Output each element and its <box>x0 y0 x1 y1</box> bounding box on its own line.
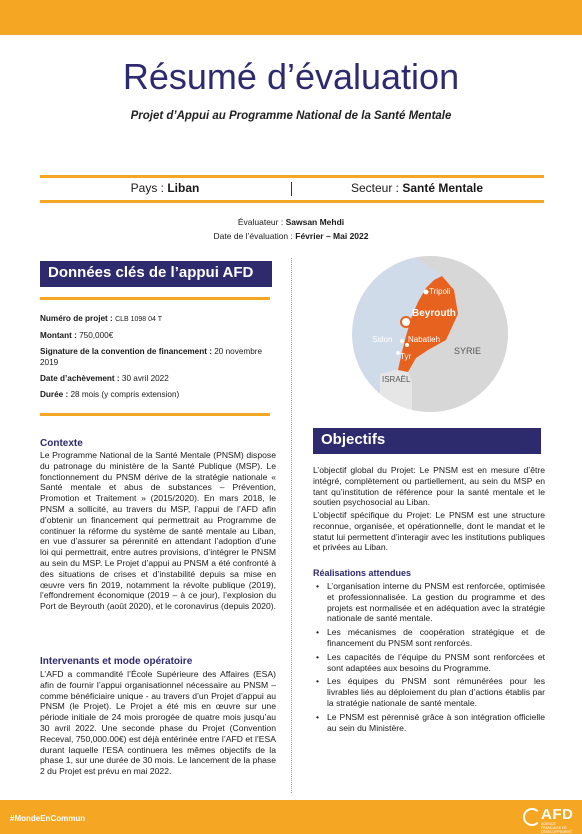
tripoli-marker <box>424 290 429 295</box>
objective-specific: L’objectif spécifique du Projet: Le PNSM est une structure reconnue, organisée, et opérationnelle, dont le mandat et le statut lui permettent d’interagir avec les institutions publiques et privées au Liban. <box>313 510 545 553</box>
page-title: Résumé d’évaluation <box>122 56 460 97</box>
evaluator-label: Évaluateur : <box>237 217 286 227</box>
footer-banner <box>0 800 582 834</box>
key-data-heading: Données clés de l’appui AFD <box>40 261 272 287</box>
key-data-divider-bottom <box>40 413 270 416</box>
afd-logo <box>523 806 574 834</box>
evaluation-date-label: Date de l’évaluation : <box>213 231 296 241</box>
context-text: Le Programme National de la Santé Mentale (PNSM) dispose du patronage du ministère de la Santé Publique (MSP). Le fonctionnement du PNSM dérive de la stratégie nationale « Santé mentale et abus de substances – Prévention, Promotion et Traitement » (2015/2020). En mars 2018, le PNSM a sollicité, au travers du MSP, l’appui de l’AFD afin d’obtenir un financement qui permettrait au Programme de continuer la réforme du système de santé mentale au Liban, en vue d’assurer sa pérennité en attendant l’adoption d’une loi qui permettrait, entre autres provisions, d’intégrer le PNSM au sein du MSP. Le Projet d’appui au PNSM a été confronté à des situations de crises et d’instabilité depuis sa mise en œuvre vers fin 2019, notamment la révolte publique (2019), l’effondrement économique (2019 – à ce jour), l’explosion du Port de Beyrouth (août 2020), et le coronavirus (depuis 2020). <box>40 450 276 612</box>
evaluator-line <box>0 217 582 227</box>
list-item: • Les mécanismes de coopération stratégique et de financement du PNSM sont renforcés. <box>313 627 545 649</box>
country-value: Liban <box>167 181 200 195</box>
afd-logo-name: AFD <box>541 806 574 823</box>
key-data-divider-top <box>40 297 270 300</box>
map-label-nabatieh: Nabatieh <box>408 335 441 344</box>
list-item: • Les capacités de l’équipe du PNSM sont renforcées et sont adaptées aux besoins du Programme. <box>313 652 545 674</box>
map-label-syrie: SYRIE <box>454 346 482 356</box>
results-list <box>313 581 545 736</box>
footer-hashtag: #MondeEnCommun <box>10 814 86 823</box>
divider-bottom <box>40 200 544 203</box>
sector-label: Secteur : <box>350 181 403 195</box>
objective-global: L’objectif global du Projet: Le PNSM est en mesure d’être intégré, complètement ou partiellement, au sein du MSP en tant qu’institution de référence pour la santé mentale et le soutien psychosocial au Liban. <box>313 465 545 508</box>
evaluation-date-value: Février – Mai 2022 <box>295 231 369 241</box>
map-label-beyrouth: Beyrouth <box>412 308 456 319</box>
sidon-marker <box>400 339 404 343</box>
map-label-israel: ISRAËL <box>382 375 411 384</box>
key-data-block <box>40 313 278 405</box>
stakeholders-text: L’AFD a commandité l’École Supérieure des Affaires (ESA) afin de fournir l’appui organisationnel nécessaire au PNSM – comme bénéficiaire unique - au travers d’un Projet d’appui au PNSM (le Projet). Le Projet a été mis en œuvre sur une période initiale de 24 mois prorogée de quatre mois jusqu’au 30 avril 2022. Une seconde phase du Projet (Convention Receval, 750,000.00€) est déjà entérinée entre l’AFD et l’ESA durant laquelle l’ESA continuera les mêmes objectifs de la phase 1, sur une durée de 30 mois. Le lancement de la phase 2 du Projet est prévu en mai 2022. <box>40 669 277 777</box>
divider-top <box>40 175 544 178</box>
list-item: • L’organisation interne du PNSM est renforcée, optimisée et professionnalisée. La gestion du programme et des projets est normalisée et en adéquation avec la stratégie nationale de santé mentale. <box>313 581 545 624</box>
beirut-marker <box>401 317 411 327</box>
lebanon-map <box>350 254 510 414</box>
country-field <box>40 181 290 195</box>
results-heading: Réalisations attendues <box>313 568 412 578</box>
map-label-sidon: Sidon <box>372 335 393 344</box>
evaluation-date-line <box>0 231 582 241</box>
country-label: Pays : <box>130 181 168 195</box>
project-number: Numéro de projet : CLB 1098 04 T <box>40 314 163 323</box>
sector-value: Santé Mentale <box>402 181 484 195</box>
amount: Montant : 750,000€ <box>40 331 114 340</box>
map-label-tripoli: Tripoli <box>429 287 451 296</box>
column-separator <box>291 258 293 793</box>
evaluator-value: Sawsan Mehdi <box>285 217 345 227</box>
signature-date: Signature de la convention de financement : 20 novembre 2019 <box>40 347 263 367</box>
map-label-tyr: Tyr <box>400 352 412 361</box>
stakeholders-heading: Intervenants et mode opératoire <box>40 656 193 667</box>
page-subtitle: Projet d’Appui au Programme National de la Santé Mentale <box>130 110 452 122</box>
list-item: • Les équipes du PNSM sont rémunérées pour les livrables liés au déploiement du plan d’actions établis par la stratégie nationale de santé mentale. <box>313 676 545 708</box>
top-banner <box>0 0 582 35</box>
context-heading: Contexte <box>40 438 83 449</box>
afd-logo-tagline: AGENCE FRANÇAISE DE DÉVELOPPEMENT <box>541 822 573 834</box>
sector-field <box>292 181 542 195</box>
completion-date: Date d’achèvement : 30 avril 2022 <box>40 374 169 383</box>
afd-logo-icon <box>523 808 541 826</box>
list-item: • Le PNSM est pérennisé grâce à son intégration officielle au sein du Ministère. <box>313 712 545 734</box>
objectives-heading: Objectifs <box>313 428 541 454</box>
duration: Durée : 28 mois (y compris extension) <box>40 390 180 399</box>
